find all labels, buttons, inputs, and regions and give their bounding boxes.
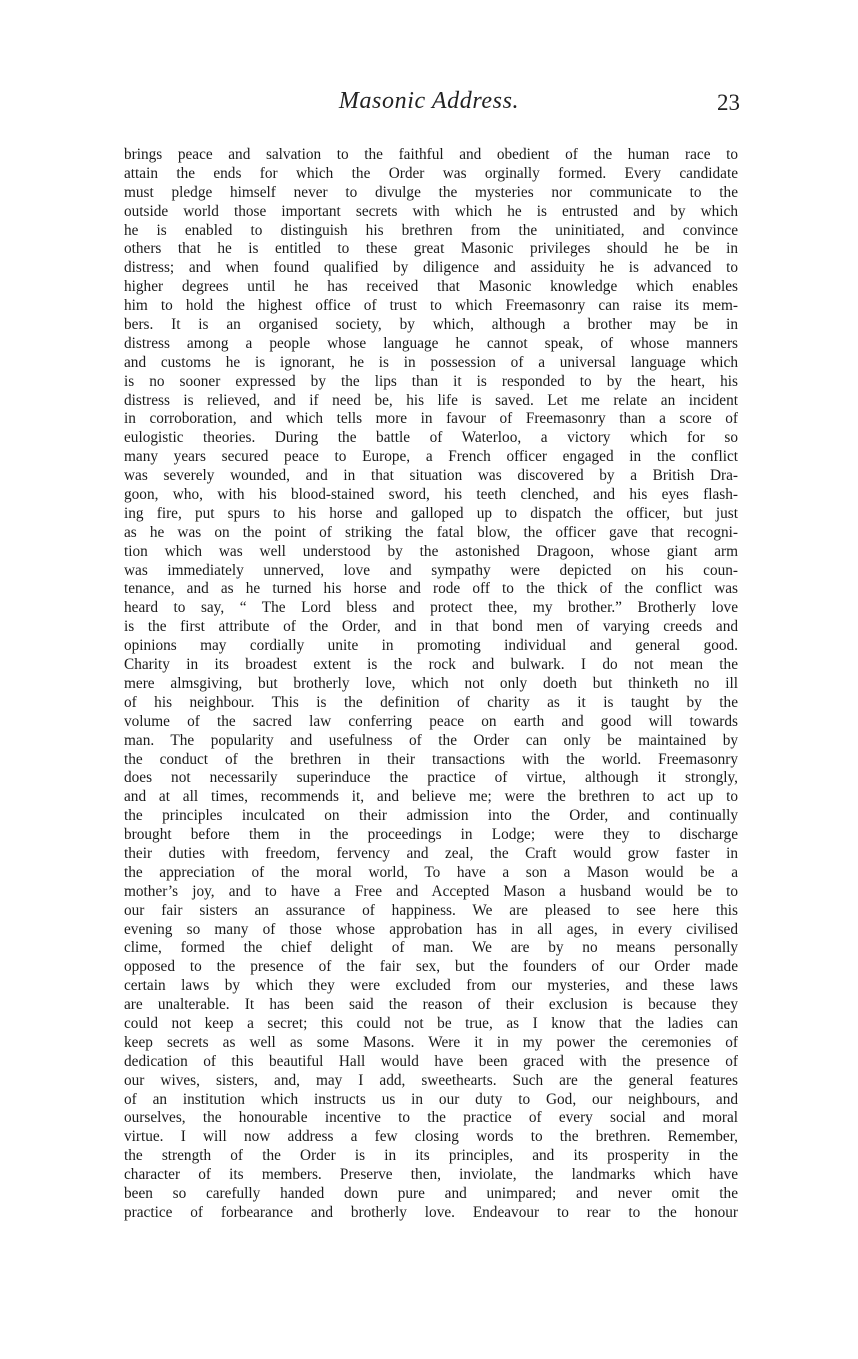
text-line: heard to say, “ The Lord bless and protect thee, my brother.” Brotherly love bbox=[124, 599, 738, 617]
text-line: could not keep a secret; this could not be true, as I know that the ladies can bbox=[124, 1014, 738, 1032]
text-line: mother’s joy, and to have a Free and Accepted Mason a husband would be to bbox=[124, 882, 738, 900]
running-head bbox=[0, 88, 858, 128]
text-line: higher degrees until he has received that Masonic knowledge which enables bbox=[124, 278, 738, 296]
text-line: many years secured peace to Europe, a French officer engaged in the conflict bbox=[124, 448, 738, 466]
text-line: character of its members. Preserve then, inviolate, the landmarks which have bbox=[124, 1166, 738, 1184]
text-line: goon, who, with his blood-stained sword, his teeth clenched, and his eyes flash- bbox=[124, 486, 738, 504]
text-line: distress; and when found qualified by diligence and assiduity he is advanced to bbox=[124, 259, 738, 277]
text-line: the appreciation of the moral world, To have a son a Mason would be a bbox=[124, 863, 738, 881]
text-line: must pledge himself never to divulge the mysteries nor communicate to the bbox=[124, 183, 738, 201]
text-line: our wives, sisters, and, may I add, sweethearts. Such are the general features bbox=[124, 1071, 738, 1089]
text-line: him to hold the highest office of trust to which Freemasonry can raise its mem- bbox=[124, 297, 738, 315]
text-line: distress is relieved, and if need be, his life is saved. Let me relate an incident bbox=[124, 391, 738, 409]
text-line: does not necessarily superinduce the practice of virtue, although it strongly, bbox=[124, 769, 738, 787]
page-number: 23 bbox=[717, 90, 740, 115]
text-line: tenance, and as he turned his horse and rode off to the thick of the conflict was bbox=[124, 580, 738, 598]
text-line: our fair sisters an assurance of happiness. We are pleased to see here this bbox=[124, 901, 738, 919]
text-line: volume of the sacred law conferring peace on earth and good will towards bbox=[124, 712, 738, 730]
text-line: and at all times, recommends it, and believe me; were the brethren to act up to bbox=[124, 788, 738, 806]
text-line: ing fire, put spurs to his horse and galloped up to dispatch the officer, but just bbox=[124, 504, 738, 522]
text-line: clime, formed the chief delight of man. We are by no means personally bbox=[124, 939, 738, 957]
text-line: opposed to the presence of the fair sex, but the founders of our Order made bbox=[124, 958, 738, 976]
text-line: brings peace and salvation to the faithful and obedient of the human race to bbox=[124, 146, 738, 163]
text-line: eulogistic theories. During the battle of Waterloo, a victory which for so bbox=[124, 429, 738, 447]
text-line: as he was on the point of striking the fatal blow, the officer gave that recogni- bbox=[124, 523, 738, 541]
text-line: keep secrets as well as some Masons. Were it in my power the ceremonies of bbox=[124, 1033, 738, 1051]
text-line: was immediately unnerved, love and sympathy were depicted on his coun- bbox=[124, 561, 738, 579]
text-line: certain laws by which they were excluded from our mysteries, and these laws bbox=[124, 977, 738, 995]
text-line: is the first attribute of the Order, and in that bond men of varying creeds and bbox=[124, 618, 738, 636]
text-line: the principles inculcated on their admission into the Order, and continually bbox=[124, 807, 738, 825]
text-line: the strength of the Order is in its principles, and its prosperity in the bbox=[124, 1147, 738, 1165]
text-line: in corroboration, and which tells more in favour of Freemasonry than a score of bbox=[124, 410, 738, 428]
text-line: ourselves, the honourable incentive to the practice of every social and moral bbox=[124, 1109, 738, 1127]
text-line: attain the ends for which the Order was orginally formed. Every candidate bbox=[124, 164, 738, 182]
text-line: he is enabled to distinguish his brethren from the uninitiated, and convince bbox=[124, 221, 738, 239]
text-line: dedication of this beautiful Hall would have been graced with the presence of bbox=[124, 1052, 738, 1070]
body-text bbox=[124, 146, 738, 1223]
text-line: practice of forbearance and brotherly love. Endeavour to rear to the honour bbox=[124, 1203, 738, 1221]
text-line: distress among a people whose language he cannot speak, of whose manners bbox=[124, 334, 738, 352]
text-line: man. The popularity and usefulness of the Order can only be maintained by bbox=[124, 731, 738, 749]
text-line: opinions may cordially unite in promoting individual and general good. bbox=[124, 637, 738, 655]
text-line: others that he is entitled to these great Masonic privileges should he be in bbox=[124, 240, 738, 258]
text-line: the conduct of the brethren in their transactions with the world. Freemasonry bbox=[124, 750, 738, 768]
text-line: tion which was well understood by the astonished Dragoon, whose giant arm bbox=[124, 542, 738, 560]
text-line: of an institution which instructs us in our duty to God, our neighbours, and bbox=[124, 1090, 738, 1108]
text-line: are unalterable. It has been said the reason of their exclusion is because they bbox=[124, 996, 738, 1014]
text-line: was severely wounded, and in that situation was discovered by a British Dra- bbox=[124, 467, 738, 485]
text-line: evening so many of those whose approbation has in all ages, in every civilised bbox=[124, 920, 738, 938]
text-line: of his neighbour. This is the definition of charity as it is taught by the bbox=[124, 693, 738, 711]
text-line: their duties with freedom, fervency and zeal, the Craft would grow faster in bbox=[124, 844, 738, 862]
text-line: Charity in its broadest extent is the rock and bulwark. I do not mean the bbox=[124, 656, 738, 674]
text-line: mere almsgiving, but brotherly love, which not only doeth but thinketh no ill bbox=[124, 674, 738, 692]
text-line: and customs he is ignorant, he is in possession of a universal language which bbox=[124, 353, 738, 371]
text-line: brought before them in the proceedings in Lodge; were they to discharge bbox=[124, 826, 738, 844]
text-line: virtue. I will now address a few closing words to the brethren. Remember, bbox=[124, 1128, 738, 1146]
text-line: outside world those important secrets with which he is entrusted and by which bbox=[124, 202, 738, 220]
text-line: is no sooner expressed by the lips than it is responded to by the heart, his bbox=[124, 372, 738, 390]
running-title: Masonic Address. bbox=[338, 88, 520, 114]
text-line: been so carefully handed down pure and unimpared; and never omit the bbox=[124, 1184, 738, 1202]
text-line: bers. It is an organised society, by which, although a brother may be in bbox=[124, 316, 738, 334]
